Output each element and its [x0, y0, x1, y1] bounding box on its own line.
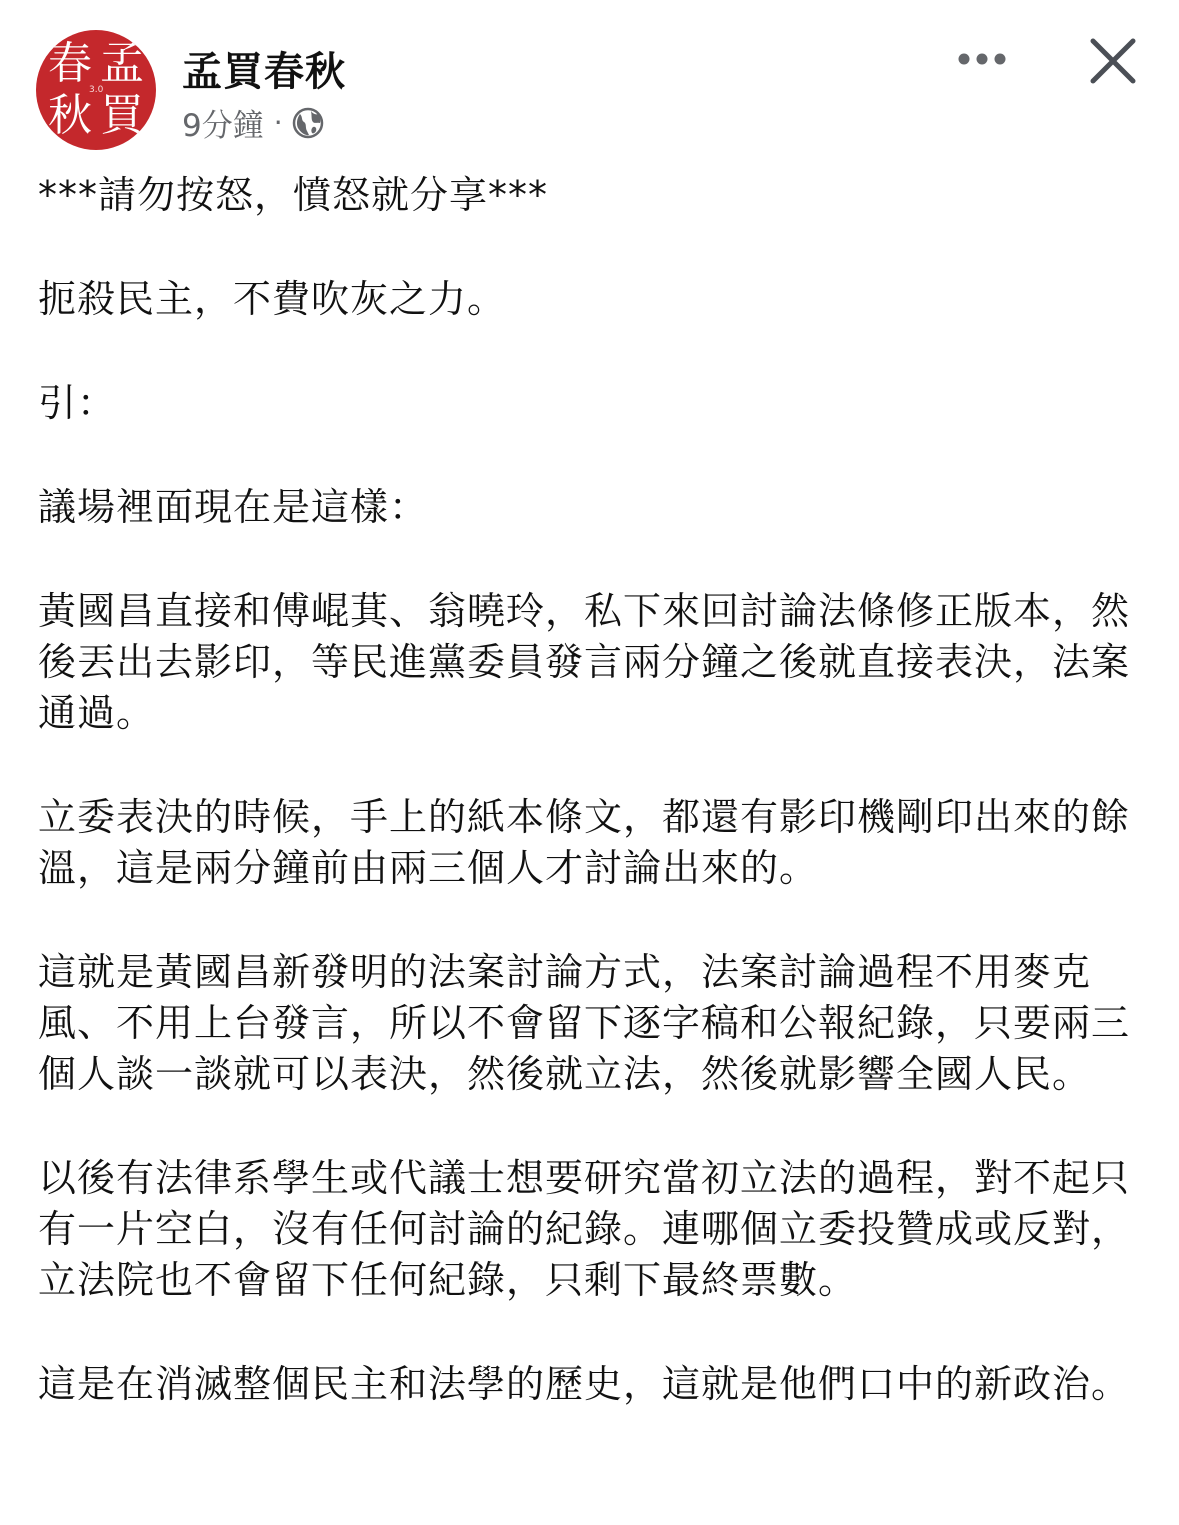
post-paragraph: 扼殺民主，不費吹灰之力。: [38, 277, 507, 321]
avatar-char: 秋: [48, 90, 92, 141]
post-paragraph: 以後有法律系學生或代議士想要研究當初立法的過程，對不起只有一片空白，沒有任何討論的紀錄。連哪個立委投贊成或反對，立法院也不會留下任何紀錄，只剩下最終票數。: [38, 1156, 1131, 1302]
post-paragraph: 黃國昌直接和傅崐萁、翁曉玲，私下來回討論法條修正版本，然後丟出去影印，等民進黨委員發言兩分鐘之後就直接表決，法案通過。: [38, 589, 1131, 735]
post-header: [0, 0, 1179, 160]
post-paragraph: 這是在消滅整個民主和法學的歷史，這就是他們口中的新政治。: [38, 1362, 1131, 1406]
post-paragraph: ***請勿按怒，憤怒就分享***: [38, 173, 549, 217]
close-button[interactable]: [1084, 34, 1142, 92]
post-timestamp[interactable]: 9分鐘: [182, 108, 264, 144]
post-paragraph: 立委表決的時候，手上的紙本條文，都還有影印機剛印出來的餘溫，這是兩分鐘前由兩三個人才討論出來的。: [38, 795, 1131, 890]
avatar[interactable]: [36, 30, 156, 150]
page-name[interactable]: 孟買春秋: [182, 49, 346, 95]
post-paragraph: 議場裡面現在是這樣：: [38, 485, 429, 529]
avatar-version: 3.0: [89, 85, 104, 95]
globe-icon: [291, 106, 325, 140]
post-paragraph: 這就是黃國昌新發明的法案討論方式，法案討論過程不用麥克風、不用上台發言，所以不會留下逐字稿和公報紀錄，只要兩三個人談一談就可以表決，然後就立法，然後就影響全國人民。: [38, 950, 1131, 1096]
avatar-char: 春: [48, 38, 92, 89]
avatar-char: 孟: [100, 38, 144, 89]
avatar-char: 買: [100, 90, 144, 141]
post-body: [38, 170, 1138, 1463]
post-meta: [182, 100, 325, 145]
more-options-button[interactable]: [952, 38, 1012, 82]
post-paragraph: 引：: [38, 381, 117, 425]
more-horizontal-icon: [956, 51, 1008, 70]
meta-separator: ·: [273, 106, 283, 139]
close-icon: [1089, 37, 1137, 89]
